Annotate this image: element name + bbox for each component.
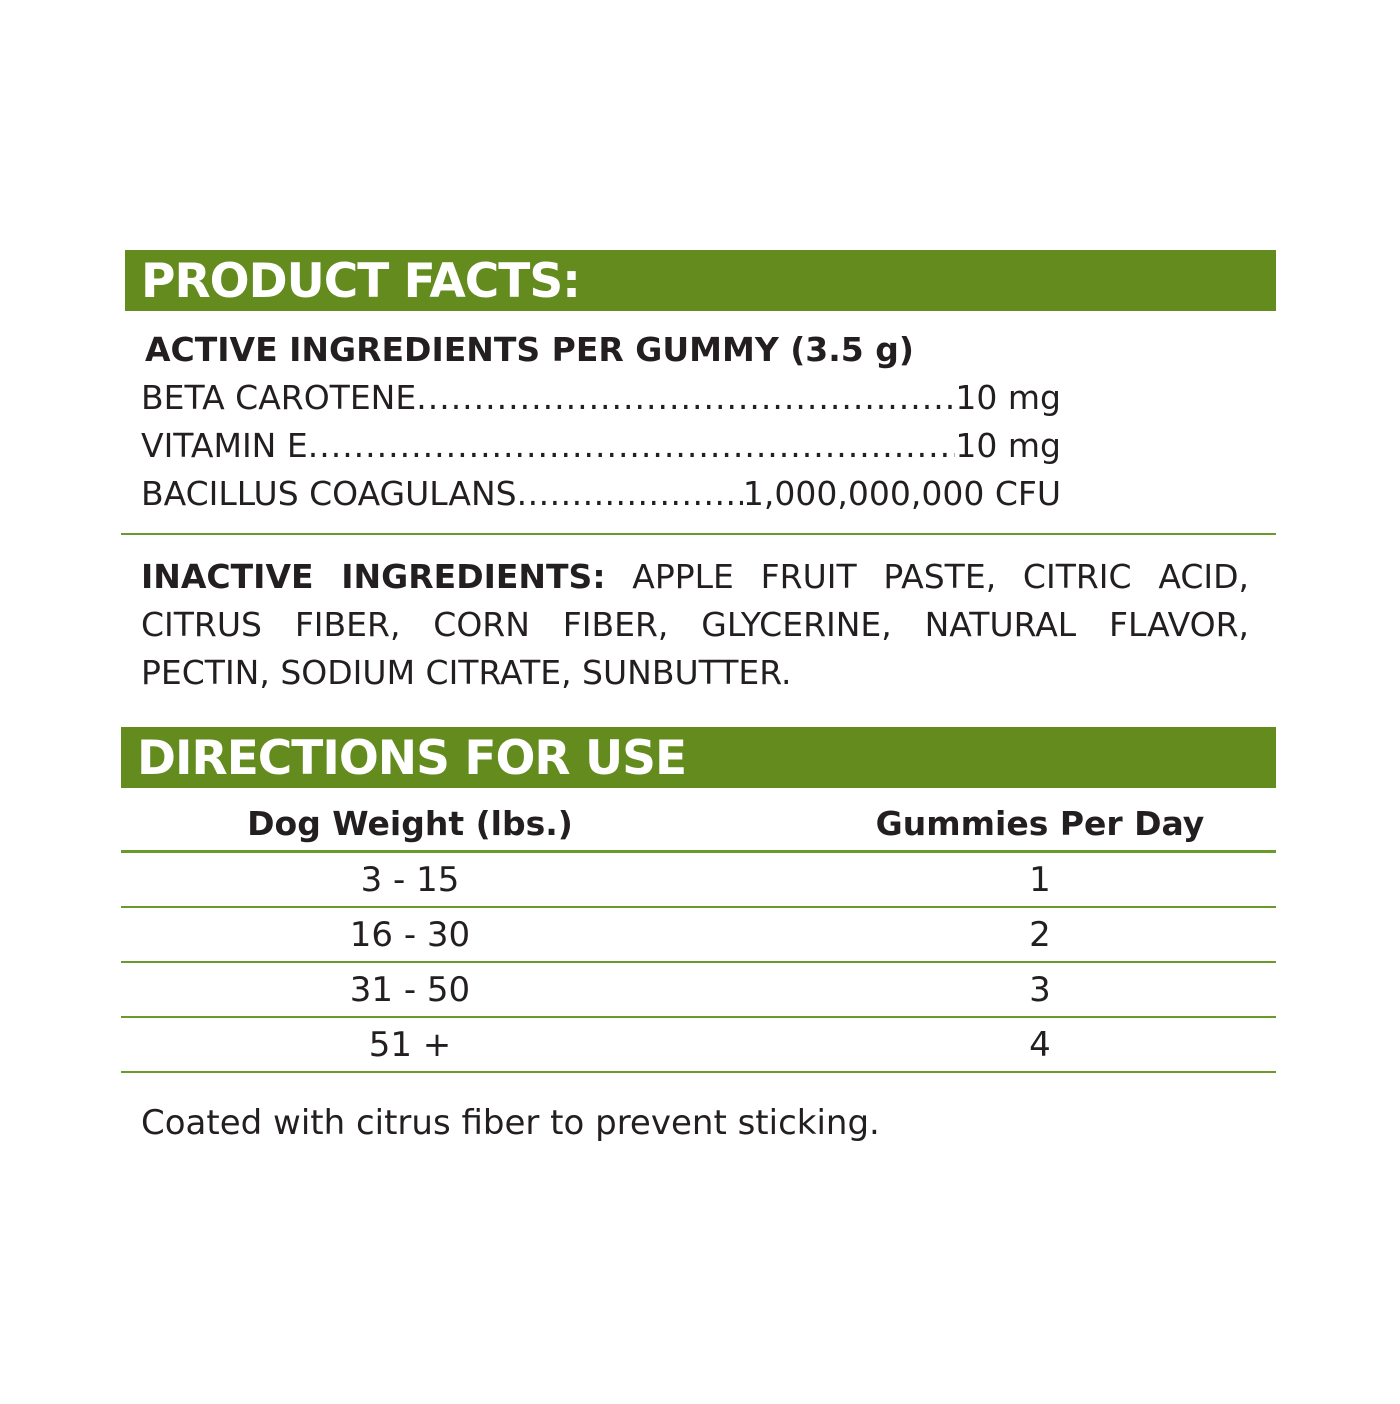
column-header-dog-weight: Dog Weight (lbs.) [247,803,573,843]
table-row [121,852,1276,908]
column-header-gummies-per-day: Gummies Per Day [875,803,1205,843]
ingredient-amount: 10 mg [955,378,1061,417]
coating-note: Coated with citrus fiber to prevent sticking. [141,1103,880,1143]
ingredient-amount: 1,000,000,000 CFU [742,474,1061,513]
dog-weight-cell: 16 - 30 [349,914,471,955]
inactive-ingredients-list: APPLE FRUIT PASTE, CITRIC ACID, CITRUS FIBER, CORN FIBER, GLYCERINE, NATURAL FLAVOR, PECTIN, SODIUM CITRATE, SUNBUTTER. [141,557,1249,692]
product-facts-header-bar [125,250,1276,311]
leader-dots [308,422,956,470]
gummies-cell: 4 [1029,1024,1051,1065]
active-ingredients-heading: ACTIVE INGREDIENTS PER GUMMY (3.5 g) [145,330,914,369]
leader-dots [517,470,743,518]
ingredient-name: VITAMIN E [141,426,308,465]
dog-weight-cell: 51 + [368,1024,452,1065]
dog-weight-cell: 3 - 15 [360,859,460,900]
dog-weight-cell: 31 - 50 [349,969,471,1010]
gummies-cell: 1 [1029,859,1051,900]
ingredient-row [141,470,1061,518]
leader-dots [416,374,955,422]
gummies-cell: 3 [1029,969,1051,1010]
table-row [121,962,1276,1017]
ingredient-row [141,374,1061,422]
ingredient-amount: 10 mg [955,426,1061,465]
table-row [121,1017,1276,1072]
active-ingredients-section [141,328,1061,518]
product-facts-title: PRODUCT FACTS: [141,254,580,309]
ingredient-name: BACILLUS COAGULANS [141,474,517,513]
dosage-table [121,796,1276,1073]
ingredient-row [141,422,1061,470]
inactive-ingredients [141,553,1249,697]
directions-title: DIRECTIONS FOR USE [137,731,687,786]
ingredient-name: BETA CAROTENE [141,378,417,417]
directions-header-bar [121,727,1276,788]
table-header-row [121,796,1276,852]
section-divider [121,533,1276,535]
gummies-cell: 2 [1029,914,1051,955]
inactive-ingredients-label: INACTIVE INGREDIENTS: [141,557,606,596]
table-row [121,907,1276,962]
